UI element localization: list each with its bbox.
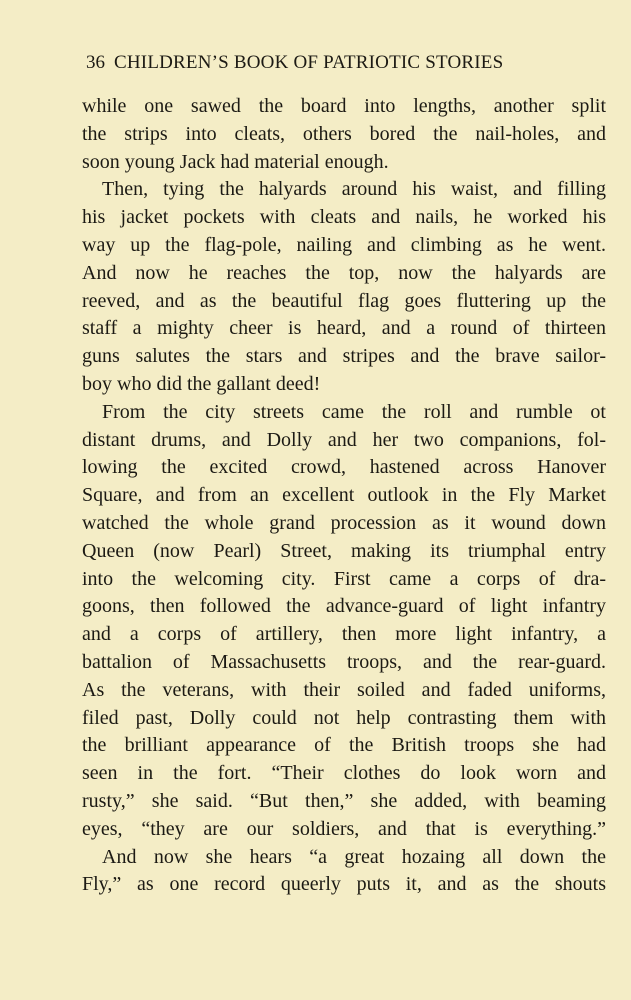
text-line: Then, tying the halyards around his waist, and filling [102,178,606,201]
text-line: filed past, Dolly could not help contrasting them with [82,706,606,729]
text-line: watched the whole grand procession as it wound down [82,511,606,534]
text-line: the brilliant appearance of the British troops she had [82,734,606,757]
text-line: and a corps of artillery, then more light infantry, a [82,623,606,646]
text-line: rusty,” she said. “But then,” she added, with beaming [82,789,606,812]
page-header [86,52,606,82]
text-line: Fly,” as one record queerly puts it, and as the shouts [82,873,606,896]
text-line: distant drums, and Dolly and her two companions, fol- [82,428,606,451]
text-line: while one sawed the board into lengths, another split [82,95,606,117]
text-line: into the welcoming city. First came a corps of dra- [82,567,606,590]
text-line: And now she hears “a great hozaing all down the [102,845,606,868]
text-line: Square, and from an excellent outlook in the Fly Market [82,484,606,507]
body-text [82,93,606,899]
text-line: Queen (now Pearl) Street, making its triumphal entry [82,539,606,562]
text-line: From the city streets came the roll and rumble ot [102,400,606,423]
text-line: soon young Jack had material enough. [82,150,389,173]
text-line: And now he reaches the top, now the halyards are [82,261,606,284]
text-line: way up the flag-pole, nailing and climbing as he went. [82,233,606,256]
text-line: goons, then followed the advance-guard of light infantry [82,595,606,618]
text-line: seen in the fort. “Their clothes do look worn and [82,762,606,785]
text-line: his jacket pockets with cleats and nails, he worked his [82,206,606,229]
text-line: guns salutes the stars and stripes and the brave sailor- [82,345,606,368]
text-line: the strips into cleats, others bored the nail-holes, and [82,122,606,145]
text-line: As the veterans, with their soiled and faded uniforms, [82,678,606,701]
text-line: reeved, and as the beautiful flag goes fluttering up the [82,289,606,312]
text-line: lowing the excited crowd, hastened across Hanover [82,456,606,479]
text-line: staff a mighty cheer is heard, and a round of thirteen [82,317,606,340]
page-number: 36 [86,52,105,73]
text-line: eyes, “they are our soldiers, and that is everything.” [82,817,606,840]
text-line: battalion of Massachusetts troops, and the rear-guard. [82,650,606,673]
running-head: CHILDREN’S BOOK OF PATRIOTIC STORIES [114,52,504,73]
text-line: boy who did the gallant deed! [82,372,321,395]
